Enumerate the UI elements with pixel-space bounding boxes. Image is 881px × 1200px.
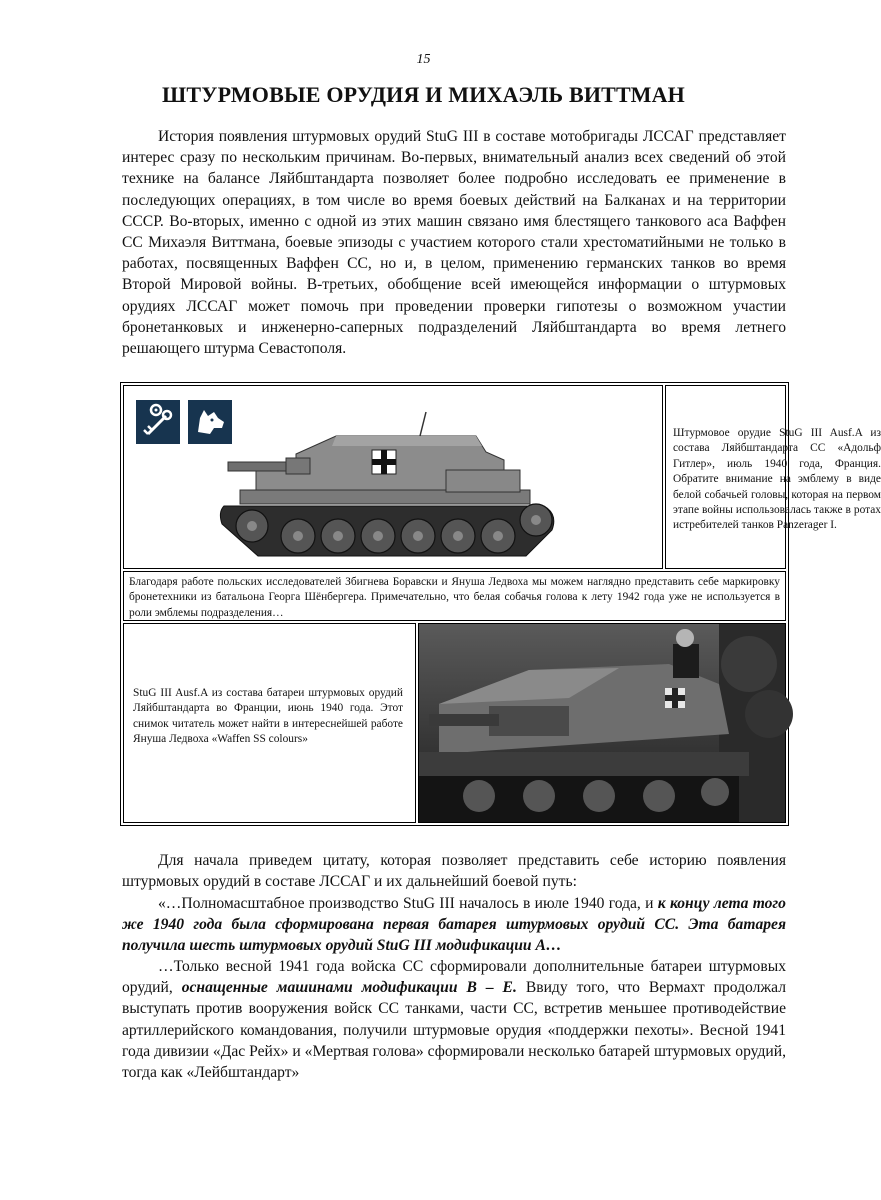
- stug-side-view-drawing: [186, 406, 606, 566]
- quote-text: Ввиду того, что Вермахт продолжал выступать против вооружения войск СС танками, части СС, встретив меньшее противодействие артиллерийского командования, получили штурмовые орудия «поддержки пехоты». Весной 1941 года дивизии «Дас Рейх» и «Мертвая голова» сформировали несколько батарей штурмовых орудий, тогда как «Лейбштандарт»: [122, 979, 787, 1082]
- figure-table: [120, 382, 881, 826]
- wide-caption: Благодаря работе польских исследователей Збигнева Боравски и Януша Ледвоха мы можем наглядно представить себе маркировку бронетехники из батальона Георга Шёнбергера. Примечательно, что белая собачья голова к лету 1942 года уже не используется в роли эмблемы подразделения…: [129, 576, 780, 619]
- quote-emphasis: к концу лета того же 1940 года была сформирована первая батарея штурмовых орудий СС. Эта батарея получила шесть штурмовых орудий StuG III модификации А…: [122, 895, 786, 955]
- quote-text: …Только весной 1941 года войска СС сформировали дополнительные батареи штурмовых орудий,: [122, 958, 786, 997]
- quote-text: «…Полномасштабное производство StuG III началось в июле 1940 года, и: [158, 895, 658, 912]
- quote-emphasis: оснащенные машинами модификации В – Е.: [181, 979, 517, 997]
- page-number: 15: [416, 52, 431, 67]
- photo-caption: StuG III Ausf.A из состава батареи штурмовых орудий Ляйбштандарта во Франции, июнь 1940 года. Этот снимок читатель может найти в интереснейшей работе Януша Ледвоха «Waffen SS colours»: [133, 687, 403, 746]
- stug-photo-cell: [418, 623, 786, 823]
- stug-drawing-cell: [123, 385, 663, 569]
- wide-caption-cell: [123, 571, 786, 621]
- stug-photograph: [419, 624, 785, 822]
- drawing-caption-cell: [665, 385, 881, 569]
- drawing-caption: Штурмовое орудие StuG III Ausf.A из состава Ляйбштандарта СС «Адольф Гитлер», июль 1940 года, Франция. Обратите внимание на эмблему в виде белой собачьей головы, которая на первом этапе войны использовалась также в ротах истребителей танков Panzerager I.: [673, 427, 881, 532]
- body-paragraph: История появления штурмовых орудий StuG III в составе мотобригады ЛССАГ представляет интерес сразу по нескольким причинам. Во-первых, внимательный анализ всех сведений об этой технике на балансе Ляйбштандарта позволяет более подробно исследовать ее применение в последующих операциях, в том числе во время боевых действий на Балканах и на территории СССР. Во-вторых, именно с одной из этих машин связано имя блестящего танкового аса Ваффен СС Михаэля Виттмана, боевые эпизоды с участием которого стали хрестоматийными не только в работах, посвященных Ваффен СС, но и, в целом, применению германских танков во время Второй Мировой войны. В-третьих, обобщение всей имеющейся информации о штурмовых орудиях ЛССАГ может помочь при проведении проверки гипотезы о возможном участии бронетанковых и инженерно-саперных подразделений Ляйбштандарта во время летнего решающего штурма Севастополя.: [122, 128, 786, 358]
- quote-paragraph: [122, 956, 786, 1083]
- body-paragraph: Для начала приведем цитату, которая позволяет представить себе историю появления штурмовых орудий в составе ЛССАГ и их дальнейший боевой путь:: [122, 852, 786, 891]
- page-title: ШТУРМОВЫЕ ОРУДИЯ И МИХАЭЛЬ ВИТТМАН: [162, 82, 685, 107]
- quote-paragraph: [122, 893, 786, 957]
- key-emblem-icon: [136, 400, 180, 444]
- photo-caption-cell: [123, 623, 416, 823]
